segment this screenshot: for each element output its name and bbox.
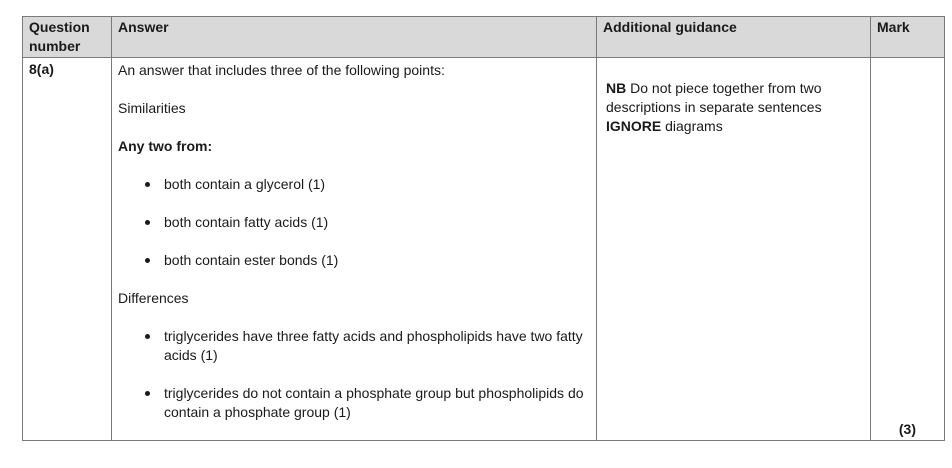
bullet-icon — [145, 258, 150, 263]
list-item — [164, 213, 590, 232]
ignore-text: diagrams — [661, 118, 723, 134]
difference-point: triglycerides do not contain a phosphate group but phospholipids do contain a phosphate group (1) — [164, 385, 584, 420]
mark-value: (3) — [898, 421, 916, 437]
bullet-icon — [145, 220, 150, 225]
similarities-list — [118, 175, 590, 270]
list-item — [164, 327, 590, 365]
header-row — [23, 17, 945, 58]
differences-label: Differences — [118, 290, 189, 306]
bullet-icon — [145, 391, 150, 396]
ignore-label: IGNORE — [606, 118, 662, 134]
similarities-label: Similarities — [118, 100, 186, 116]
bullet-icon — [145, 334, 150, 339]
mark-scheme-table-container — [22, 16, 944, 441]
list-item — [164, 251, 590, 270]
answer-cell — [112, 58, 597, 441]
question-number-cell: 8(a) — [23, 58, 112, 441]
mark-cell — [871, 58, 945, 441]
header-question-number: Question number — [23, 17, 112, 58]
mark-scheme-table — [22, 16, 945, 441]
header-mark: Mark — [871, 17, 945, 58]
differences-list — [118, 327, 590, 422]
nb-text: Do not piece together from two descriptions in separate sentences — [606, 80, 822, 115]
similarity-point: both contain ester bonds (1) — [164, 252, 339, 268]
table-row — [23, 58, 945, 441]
header-additional-guidance: Additional guidance — [597, 17, 871, 58]
additional-guidance-cell — [597, 58, 871, 441]
nb-label: NB — [606, 80, 627, 96]
bullet-icon — [145, 182, 150, 187]
list-item — [164, 384, 590, 422]
any-two-label: Any two from: — [118, 138, 213, 154]
list-item — [164, 175, 590, 194]
header-answer: Answer — [112, 17, 597, 58]
difference-point: triglycerides have three fatty acids and phospholipids have two fatty acids (1) — [164, 328, 583, 363]
answer-intro: An answer that includes three of the following points: — [118, 62, 445, 78]
similarity-point: both contain a glycerol (1) — [164, 176, 326, 192]
similarity-point: both contain fatty acids (1) — [164, 214, 329, 230]
